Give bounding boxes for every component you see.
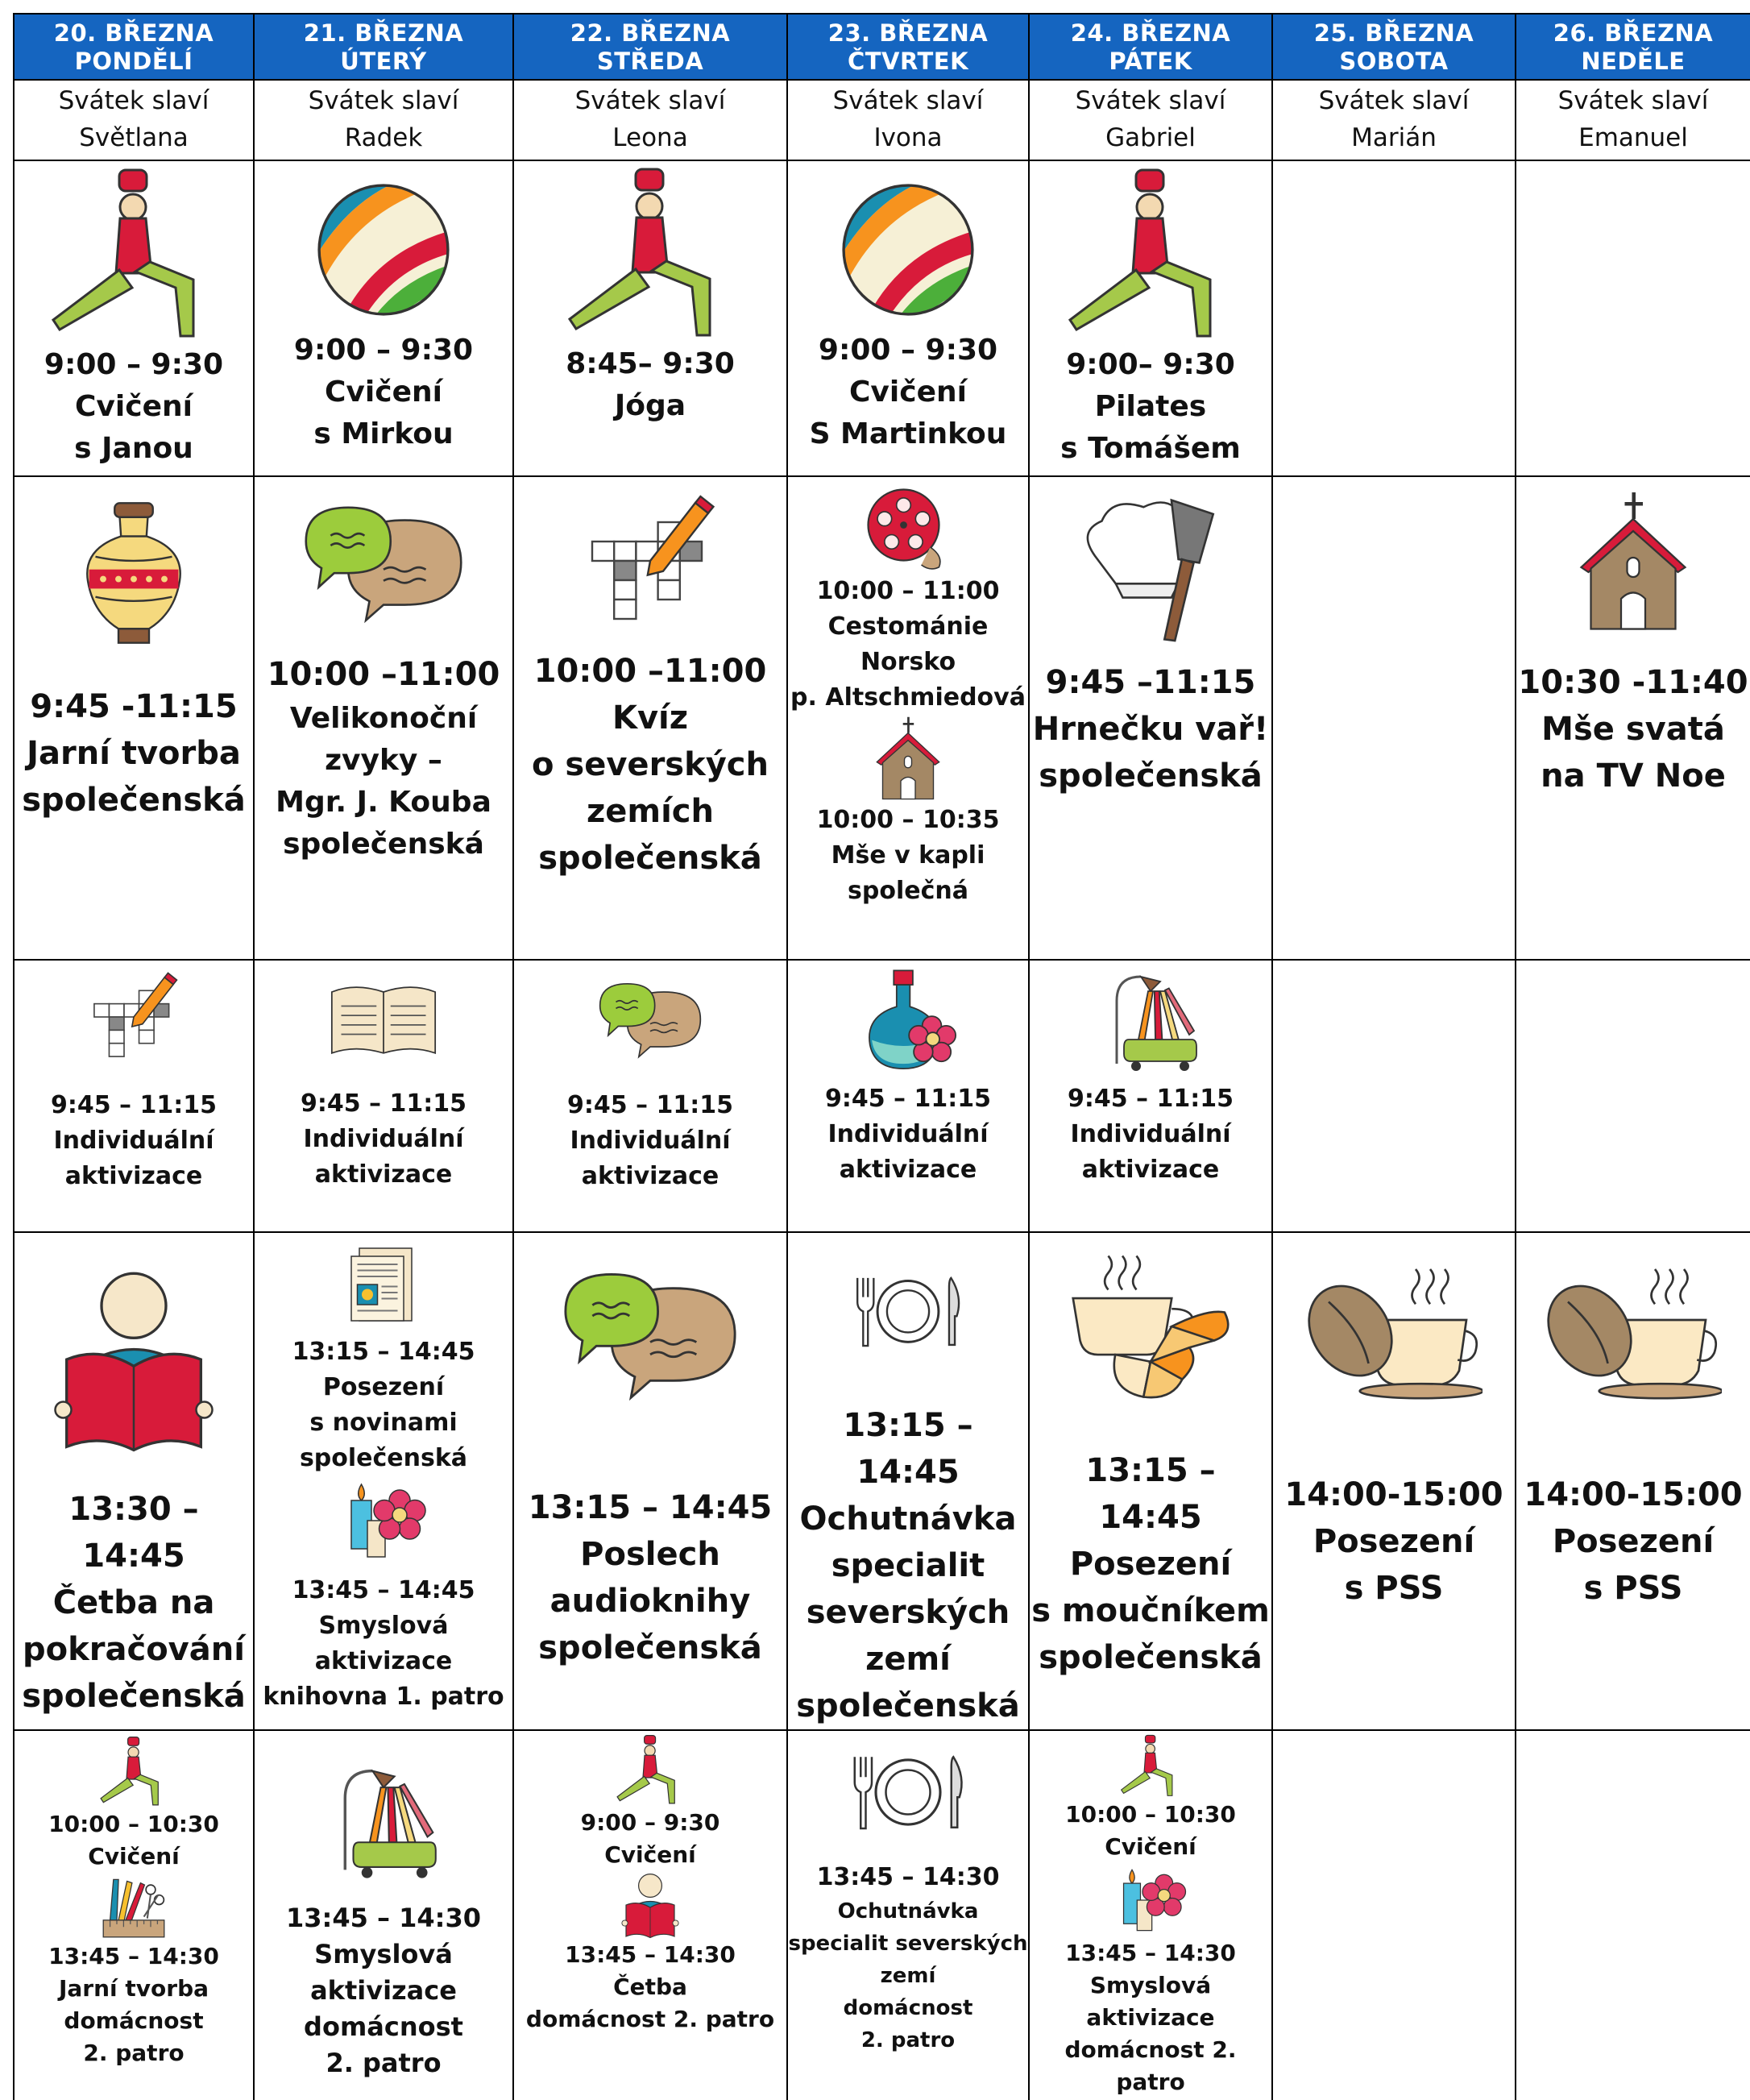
- activity-subtitle: o severských: [532, 746, 769, 783]
- activity-subtitle: pokračování: [23, 1631, 245, 1668]
- nameday-label: Svátek slaví: [1075, 86, 1226, 115]
- activity-time: 8:45– 9:30: [566, 347, 735, 380]
- nameday-label: Svátek slaví: [1557, 86, 1709, 115]
- activity-subtitle: aktivizace: [1081, 1156, 1220, 1184]
- coffee-cup-icon: [1545, 1262, 1722, 1407]
- activity-type: společenská: [22, 1678, 246, 1715]
- activity-time: 9:45 – 11:15: [566, 1091, 733, 1119]
- book-icon: [327, 982, 440, 1059]
- date: 26. BŘEZNA: [1553, 19, 1714, 47]
- plate-cutlery-icon: [848, 1752, 968, 1832]
- activity-type: společenská: [283, 828, 484, 861]
- activity-title: Mše v kapli: [831, 841, 985, 869]
- activity-type: společenská: [1039, 1639, 1263, 1676]
- chapel-icon: [872, 716, 944, 803]
- activity-tue-exercise: [255, 161, 514, 477]
- activity-title: Posezení: [1069, 1546, 1232, 1583]
- activity-title: Cvičení: [849, 376, 967, 409]
- activity-subtitle: specialit severských: [788, 1932, 1028, 1956]
- activity-time: 9:00– 9:30: [1066, 348, 1235, 381]
- reading-person-icon: [53, 1265, 214, 1454]
- activity-title: Individuální: [570, 1127, 731, 1155]
- activity-location: knihovna 1. patro: [263, 1683, 504, 1711]
- nameday-name: Marián: [1351, 123, 1437, 152]
- activity-time: 9:45 – 11:15: [824, 1085, 991, 1113]
- activity-time: 13:45 – 14:30: [565, 1941, 736, 1968]
- activity-location: domácnost 2. patro: [525, 2006, 775, 2032]
- activity-title: Smyslová: [1089, 1972, 1212, 1998]
- chef-hat-spatula-icon: [1070, 493, 1231, 646]
- activity-tue-easter-customs: [255, 477, 514, 961]
- activity-title: Četba: [613, 1973, 687, 2000]
- activity-subtitle: s novinami: [309, 1409, 458, 1437]
- activity-type: společenská: [538, 1629, 762, 1666]
- nameday-name: Emanuel: [1578, 123, 1688, 152]
- day-header-monday: [15, 15, 255, 81]
- activity-time: 13:30 – 14:45: [68, 1491, 199, 1575]
- activity-subtitle: specialit: [831, 1547, 985, 1584]
- activity-time: 13:15 – 14:45: [528, 1489, 773, 1526]
- activity-wed-quiz: [514, 477, 788, 961]
- activity-floor: 2. patro: [326, 2048, 442, 2078]
- crossword-icon: [89, 969, 178, 1065]
- chapel-icon: [1569, 490, 1698, 635]
- activity-fri-household: [1030, 1731, 1273, 2100]
- nameday-name: Světlana: [79, 123, 189, 152]
- activity-time: 9:45 – 11:15: [300, 1089, 467, 1118]
- activity-type: společenská: [1039, 757, 1263, 795]
- activity-subtitle: aktivizace: [1086, 2004, 1215, 2031]
- activity-time: 10:30 -11:40: [1518, 664, 1748, 701]
- yoga-icon: [45, 167, 222, 344]
- speech-bubbles-icon: [299, 498, 468, 627]
- newspaper-icon: [347, 1244, 420, 1325]
- nameday-sunday: [1516, 81, 1750, 161]
- activity-fri-pilates: [1030, 161, 1273, 477]
- activity-time: 13:15 – 14:45: [1085, 1452, 1216, 1536]
- sensory-lamp-icon: [323, 1760, 444, 1881]
- date: 21. BŘEZNA: [303, 19, 464, 47]
- activity-subtitle: audioknihy: [549, 1583, 751, 1620]
- ball-icon: [840, 181, 977, 318]
- day-header-thursday: [788, 15, 1030, 81]
- activity-time: 9:00 – 9:30: [580, 1809, 720, 1836]
- activity-title: Velikonoční: [289, 702, 478, 735]
- activity-fri-dessert: [1030, 1233, 1273, 1731]
- activity-title: Cvičení: [75, 390, 193, 423]
- nameday-saturday: [1273, 81, 1516, 161]
- activity-thu-individual: [788, 961, 1030, 1233]
- nameday-tuesday: [255, 81, 514, 161]
- date: 25. BŘEZNA: [1313, 19, 1474, 47]
- activity-title: Kvíz: [612, 699, 689, 737]
- activity-time: 10:00 – 10:35: [816, 806, 1000, 834]
- activity-title: Ochutnávka: [799, 1500, 1017, 1538]
- activity-title: Posezení: [322, 1373, 445, 1401]
- activity-title: Jarní tvorba: [58, 1975, 209, 2002]
- activity-thu-exercise: [788, 161, 1030, 477]
- day-header-sunday: [1516, 15, 1750, 81]
- activity-wed-household: [514, 1731, 788, 2100]
- activity-subtitle: zemí: [865, 1641, 951, 1678]
- activity-title: Poslech: [580, 1536, 720, 1573]
- yoga-icon: [1118, 1734, 1183, 1799]
- weekday: PONDĚLÍ: [74, 48, 193, 75]
- activity-title: Jarní tvorba: [27, 735, 241, 772]
- activity-time: 10:00 – 10:30: [1065, 1801, 1236, 1828]
- empty-sat-row1: [1273, 161, 1516, 477]
- activity-time: 10:00 –11:00: [533, 653, 767, 690]
- activity-time: 13:45 – 14:30: [286, 1903, 481, 1933]
- activity-sun-tv-mass: [1516, 477, 1750, 961]
- nameday-thursday: [788, 81, 1030, 161]
- activity-subtitle: společenská: [22, 782, 246, 819]
- activity-tue-household: [255, 1731, 514, 2100]
- empty-sat-row3: [1273, 961, 1516, 1233]
- weekday: SOBOTA: [1339, 48, 1449, 75]
- sensory-lamp-icon: [1102, 967, 1199, 1073]
- activity-time: 10:00 –11:00: [267, 656, 500, 693]
- activity-subtitle: zvyky –: [325, 744, 442, 777]
- activity-mon-individual: [15, 961, 255, 1233]
- empty-sun-row5: [1516, 1731, 1750, 2100]
- coffee-cup-icon: [1305, 1262, 1483, 1407]
- activity-time: 10:00 – 10:30: [48, 1811, 219, 1837]
- activity-time: 13:45 – 14:30: [48, 1943, 219, 1969]
- activity-title: Smyslová: [318, 1612, 449, 1640]
- weekday: ÚTERÝ: [340, 48, 427, 75]
- ball-icon: [315, 181, 452, 318]
- activity-title: Mše svatá: [1541, 711, 1725, 748]
- activity-title: Ochutnávka: [837, 1899, 979, 1924]
- weekday: STŘEDA: [596, 48, 704, 75]
- activity-subtitle: na TV Noe: [1541, 757, 1726, 795]
- nameday-monday: [15, 81, 255, 161]
- activity-mon-exercise: [15, 161, 255, 477]
- empty-sat-row5: [1273, 1731, 1516, 2100]
- activity-subtitle: aktivizace: [310, 1975, 457, 2006]
- nameday-name: Leona: [612, 123, 688, 152]
- nameday-name: Radek: [344, 123, 423, 152]
- activity-presenter: p. Altschmiedová: [790, 683, 1026, 712]
- activity-subtitle: aktivizace: [581, 1162, 719, 1190]
- activity-title: Posezení: [1552, 1523, 1715, 1560]
- activity-floor: 2. patro: [83, 2040, 185, 2066]
- activity-thu-tasting: [788, 1233, 1030, 1731]
- activity-subtitle: zemích: [587, 793, 714, 830]
- activity-location: domácnost: [843, 1996, 973, 2020]
- activity-time: 9:45 – 11:15: [50, 1091, 217, 1119]
- crossword-icon: [586, 488, 715, 633]
- activity-tue-individual: [255, 961, 514, 1233]
- plate-cutlery-icon: [811, 1273, 1005, 1350]
- activity-subtitle: s Mirkou: [313, 417, 454, 450]
- date: 23. BŘEZNA: [827, 19, 989, 47]
- activity-time: 9:00 – 9:30: [293, 334, 474, 367]
- activity-time: 9:00 – 9:30: [818, 334, 998, 367]
- activity-subtitle: S Martinkou: [809, 417, 1007, 450]
- activity-subtitle: severských: [806, 1594, 1010, 1631]
- activity-title: Individuální: [53, 1127, 214, 1155]
- activity-time: 9:45 –11:15: [1045, 664, 1256, 701]
- date: 24. BŘEZNA: [1070, 19, 1231, 47]
- nameday-label: Svátek slaví: [574, 86, 726, 115]
- activity-subtitle: aktivizace: [314, 1160, 453, 1189]
- activity-mon-household: [15, 1731, 255, 2100]
- activity-time: 13:45 – 14:30: [816, 1863, 1000, 1891]
- nameday-label: Svátek slaví: [832, 86, 984, 115]
- activity-location: domácnost: [304, 2011, 463, 2042]
- activity-title: Posezení: [1312, 1523, 1475, 1560]
- activity-location: domácnost 2. patro: [1064, 2036, 1237, 2095]
- activity-title: Cvičení: [88, 1843, 180, 1870]
- nameday-wednesday: [514, 81, 788, 161]
- perfume-flower-icon: [860, 969, 956, 1073]
- activity-title: Individuální: [1070, 1120, 1231, 1148]
- weekday: PÁTEK: [1109, 48, 1192, 75]
- activity-title: Hrnečku vař!: [1032, 711, 1269, 748]
- nameday-name: Ivona: [873, 123, 943, 152]
- activity-type: společná: [848, 877, 968, 905]
- activity-fri-cooking: [1030, 477, 1273, 961]
- activity-time: 9:00 – 9:30: [44, 348, 224, 381]
- activity-title: Smyslová: [314, 1939, 453, 1969]
- activity-presenter: Mgr. J. Kouba: [276, 786, 491, 819]
- yoga-icon: [562, 166, 739, 343]
- date: 22. BŘEZNA: [570, 19, 731, 47]
- activity-title: Cvičení: [604, 1841, 696, 1868]
- nameday-name: Gabriel: [1105, 123, 1196, 152]
- activity-subtitle: zemí: [880, 1964, 936, 1988]
- activity-title: Cvičení: [1105, 1833, 1196, 1860]
- activity-subtitle: aktivizace: [64, 1162, 203, 1190]
- activity-title: Pilates: [1094, 390, 1207, 423]
- day-header-friday: [1030, 15, 1273, 81]
- activity-subtitle: aktivizace: [314, 1647, 453, 1675]
- activity-time: 13:45 – 14:45: [292, 1576, 475, 1604]
- activity-fri-individual: [1030, 961, 1273, 1233]
- activity-subtitle: s PSS: [1344, 1570, 1444, 1607]
- date: 20. BŘEZNA: [53, 19, 214, 47]
- activity-time: 14:00-15:00: [1284, 1476, 1503, 1513]
- activity-title: Cestománie: [827, 612, 989, 641]
- weekly-activity-schedule: [13, 13, 1750, 2100]
- activity-wed-audiobook: [514, 1233, 788, 1731]
- activity-sat-coffee: [1273, 1233, 1516, 1731]
- nameday-label: Svátek slaví: [1318, 86, 1470, 115]
- craft-tools-icon: [100, 1873, 168, 1940]
- activity-subtitle: s moučníkem: [1031, 1592, 1270, 1629]
- nameday-friday: [1030, 81, 1273, 161]
- activity-title: Jóga: [614, 389, 686, 422]
- nameday-label: Svátek slaví: [308, 86, 459, 115]
- activity-time: 13:15 – 14:45: [843, 1407, 973, 1491]
- activity-thu-travel-and-mass: [788, 477, 1030, 961]
- activity-subtitle: s PSS: [1583, 1570, 1683, 1607]
- speech-bubbles-icon: [558, 1265, 743, 1404]
- activity-mon-reading: [15, 1233, 255, 1731]
- yoga-icon: [97, 1736, 170, 1808]
- activity-tue-newspaper-and-sensory: [255, 1233, 514, 1731]
- activity-type: společenská: [299, 1444, 468, 1472]
- activity-title: Individuální: [827, 1120, 989, 1148]
- activity-subtitle: s Tomášem: [1060, 432, 1241, 465]
- activity-time: 10:00 – 11:00: [816, 577, 1000, 605]
- activity-mon-spring-craft: [15, 477, 255, 961]
- activity-sun-coffee: [1516, 1233, 1750, 1731]
- empty-sat-row2: [1273, 477, 1516, 961]
- day-header-wednesday: [514, 15, 788, 81]
- empty-sun-row1: [1516, 161, 1750, 477]
- activity-time: 13:45 – 14:30: [1065, 1940, 1236, 1966]
- activity-title: Četba na: [52, 1584, 215, 1621]
- candle-flower-icon: [341, 1476, 426, 1565]
- day-header-saturday: [1273, 15, 1516, 81]
- activity-thu-household: [788, 1731, 1030, 2100]
- yoga-icon: [614, 1734, 686, 1807]
- activity-title: Individuální: [303, 1125, 464, 1153]
- activity-subtitle: aktivizace: [839, 1156, 977, 1184]
- speech-bubbles-icon: [595, 978, 705, 1060]
- activity-time: 9:45 – 11:15: [1067, 1085, 1234, 1113]
- activity-floor: 2. patro: [860, 2028, 956, 2052]
- activity-type: společenská: [538, 840, 762, 877]
- activity-subtitle: s Janou: [74, 432, 193, 465]
- activity-type: společenská: [796, 1687, 1020, 1724]
- activity-title: Cvičení: [325, 376, 442, 409]
- weekday: NEDĚLE: [1581, 48, 1686, 75]
- candle-flower-icon: [1114, 1863, 1187, 1937]
- empty-sun-row3: [1516, 961, 1750, 1233]
- reading-person-icon: [621, 1871, 679, 1939]
- activity-location: domácnost: [64, 2007, 204, 2034]
- day-header-tuesday: [255, 15, 514, 81]
- nameday-label: Svátek slaví: [58, 86, 209, 115]
- weekday: ČTVRTEK: [847, 48, 969, 75]
- vase-icon: [69, 498, 198, 651]
- activity-wed-yoga: [514, 161, 788, 477]
- yoga-icon: [1062, 167, 1239, 344]
- activity-wed-individual: [514, 961, 788, 1233]
- film-reel-icon: [864, 485, 952, 574]
- activity-subtitle: Norsko: [860, 648, 956, 676]
- coffee-croissant-icon: [1066, 1246, 1235, 1407]
- activity-time: 13:15 – 14:45: [292, 1338, 475, 1366]
- activity-time: 14:00-15:00: [1524, 1476, 1743, 1513]
- activity-time: 9:45 -11:15: [30, 688, 238, 725]
